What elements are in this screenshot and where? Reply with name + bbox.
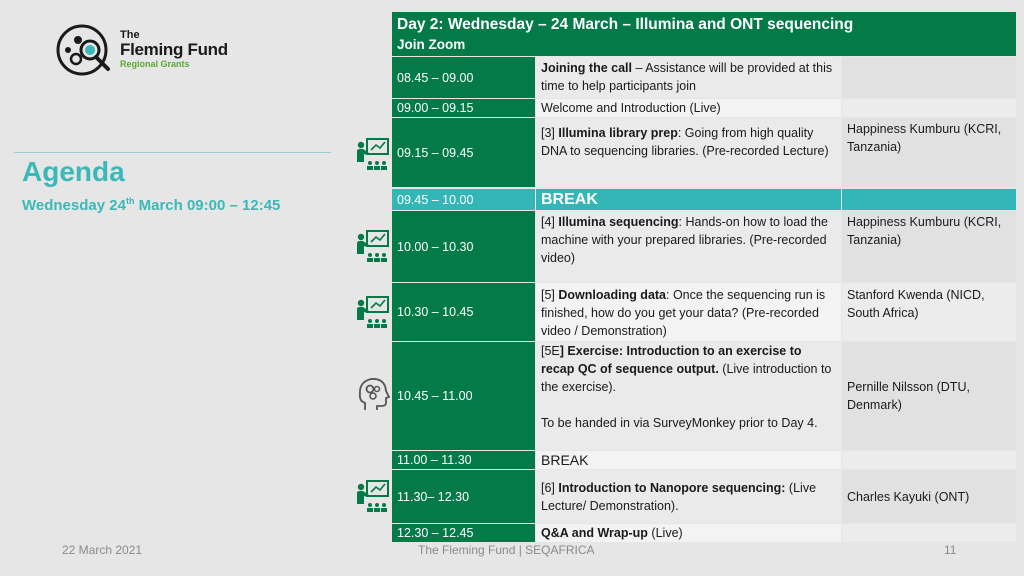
table-row (392, 118, 1016, 187)
row-time: 09.15 – 09.45 (392, 118, 535, 187)
footer-date: 22 March 2021 (62, 543, 143, 557)
row-time: 10.45 – 11.00 (392, 342, 535, 450)
footer-center: The Fleming Fund | SEQAFRICA (418, 543, 595, 557)
row-time: 08.45 – 09.00 (392, 57, 535, 98)
row-time: 09.45 – 10.00 (392, 189, 535, 210)
row-session: [5] Downloading data: Once the sequencing run is finished, how do you get your data? (Pre-recorded video / Demonstration) (536, 283, 841, 341)
row-presenter: Happiness Kumburu (KCRI, Tanzania) (842, 211, 1016, 282)
row-presenter: Happiness Kumburu (KCRI, Tanzania) (842, 118, 1016, 187)
logo-the: The (120, 29, 140, 41)
fleming-fund-logo (56, 24, 256, 80)
table-row (392, 57, 1016, 98)
table-row-break (392, 189, 1016, 210)
row-session: BREAK (536, 189, 841, 210)
row-presenter: Stanford Kwenda (NICD, South Africa) (842, 283, 1016, 341)
row-presenter (842, 451, 1016, 469)
row-time: 10.30 – 10.45 (392, 283, 535, 341)
row-presenter: Pernille Nilsson (DTU, Denmark) (842, 342, 1016, 450)
row-session: [3] Illumina library prep: Going from high quality DNA to sequencing libraries. (Pre-recorded Lecture) (536, 118, 841, 187)
presenter-icon (355, 136, 391, 172)
row-presenter (842, 189, 1016, 210)
row-session: Welcome and Introduction (Live) (536, 99, 841, 117)
logo-name: Fleming Fund (120, 40, 228, 59)
row-presenter (842, 57, 1016, 98)
agenda-table (392, 12, 1016, 542)
footer-page-number: 11 (944, 543, 957, 557)
row-session: Joining the call – Assistance will be provided at this time to help participants join (536, 57, 841, 98)
table-row (392, 470, 1016, 523)
table-title: Day 2: Wednesday – 24 March – Illumina and ONT sequencing (397, 16, 854, 33)
presenter-icon (355, 478, 391, 514)
row-time: 11.00 – 11.30 (392, 451, 535, 469)
row-presenter (842, 99, 1016, 117)
row-session-note: To be handed in via SurveyMonkey prior to Day 4. (541, 416, 818, 430)
row-session: [6] Introduction to Nanopore sequencing: (Live Lecture/ Demonstration). (536, 470, 841, 523)
divider (14, 152, 331, 153)
table-row (392, 283, 1016, 341)
row-session: [4] Illumina sequencing: Hands-on how to load the machine with your prepared libraries. (Pre-recorded video) (536, 211, 841, 282)
presenter-icon (355, 228, 391, 264)
row-time: 12.30 – 12.45 (392, 524, 535, 542)
brain-gears-icon (355, 376, 391, 412)
table-row (392, 99, 1016, 117)
row-time: 11.30– 12.30 (392, 470, 535, 523)
table-subtitle: Join Zoom (397, 37, 466, 52)
row-time: 09.00 – 09.15 (392, 99, 535, 117)
page-subtitle: Wednesday 24th March 09:00 – 12:45 (22, 196, 281, 214)
table-row (392, 342, 1016, 450)
row-presenter: Charles Kayuki (ONT) (842, 470, 1016, 523)
row-session: BREAK (536, 451, 841, 469)
table-row (392, 211, 1016, 282)
row-session: Q&A and Wrap-up (Live) (536, 524, 841, 542)
row-time: 10.00 – 10.30 (392, 211, 535, 282)
table-row (392, 524, 1016, 542)
table-header (392, 12, 1016, 56)
row-session: [5E] Exercise: Introduction to an exercise to recap QC of sequence output. (Live introduction to the exercise). To be handed in via SurveyMonkey prior to Day 4. (536, 342, 841, 450)
presenter-icon (355, 294, 391, 330)
page-title: Agenda (22, 156, 125, 187)
table-row-break (392, 451, 1016, 469)
microscope-logo-icon (56, 24, 116, 80)
logo-tagline: Regional Grants (120, 59, 190, 69)
row-presenter (842, 524, 1016, 542)
